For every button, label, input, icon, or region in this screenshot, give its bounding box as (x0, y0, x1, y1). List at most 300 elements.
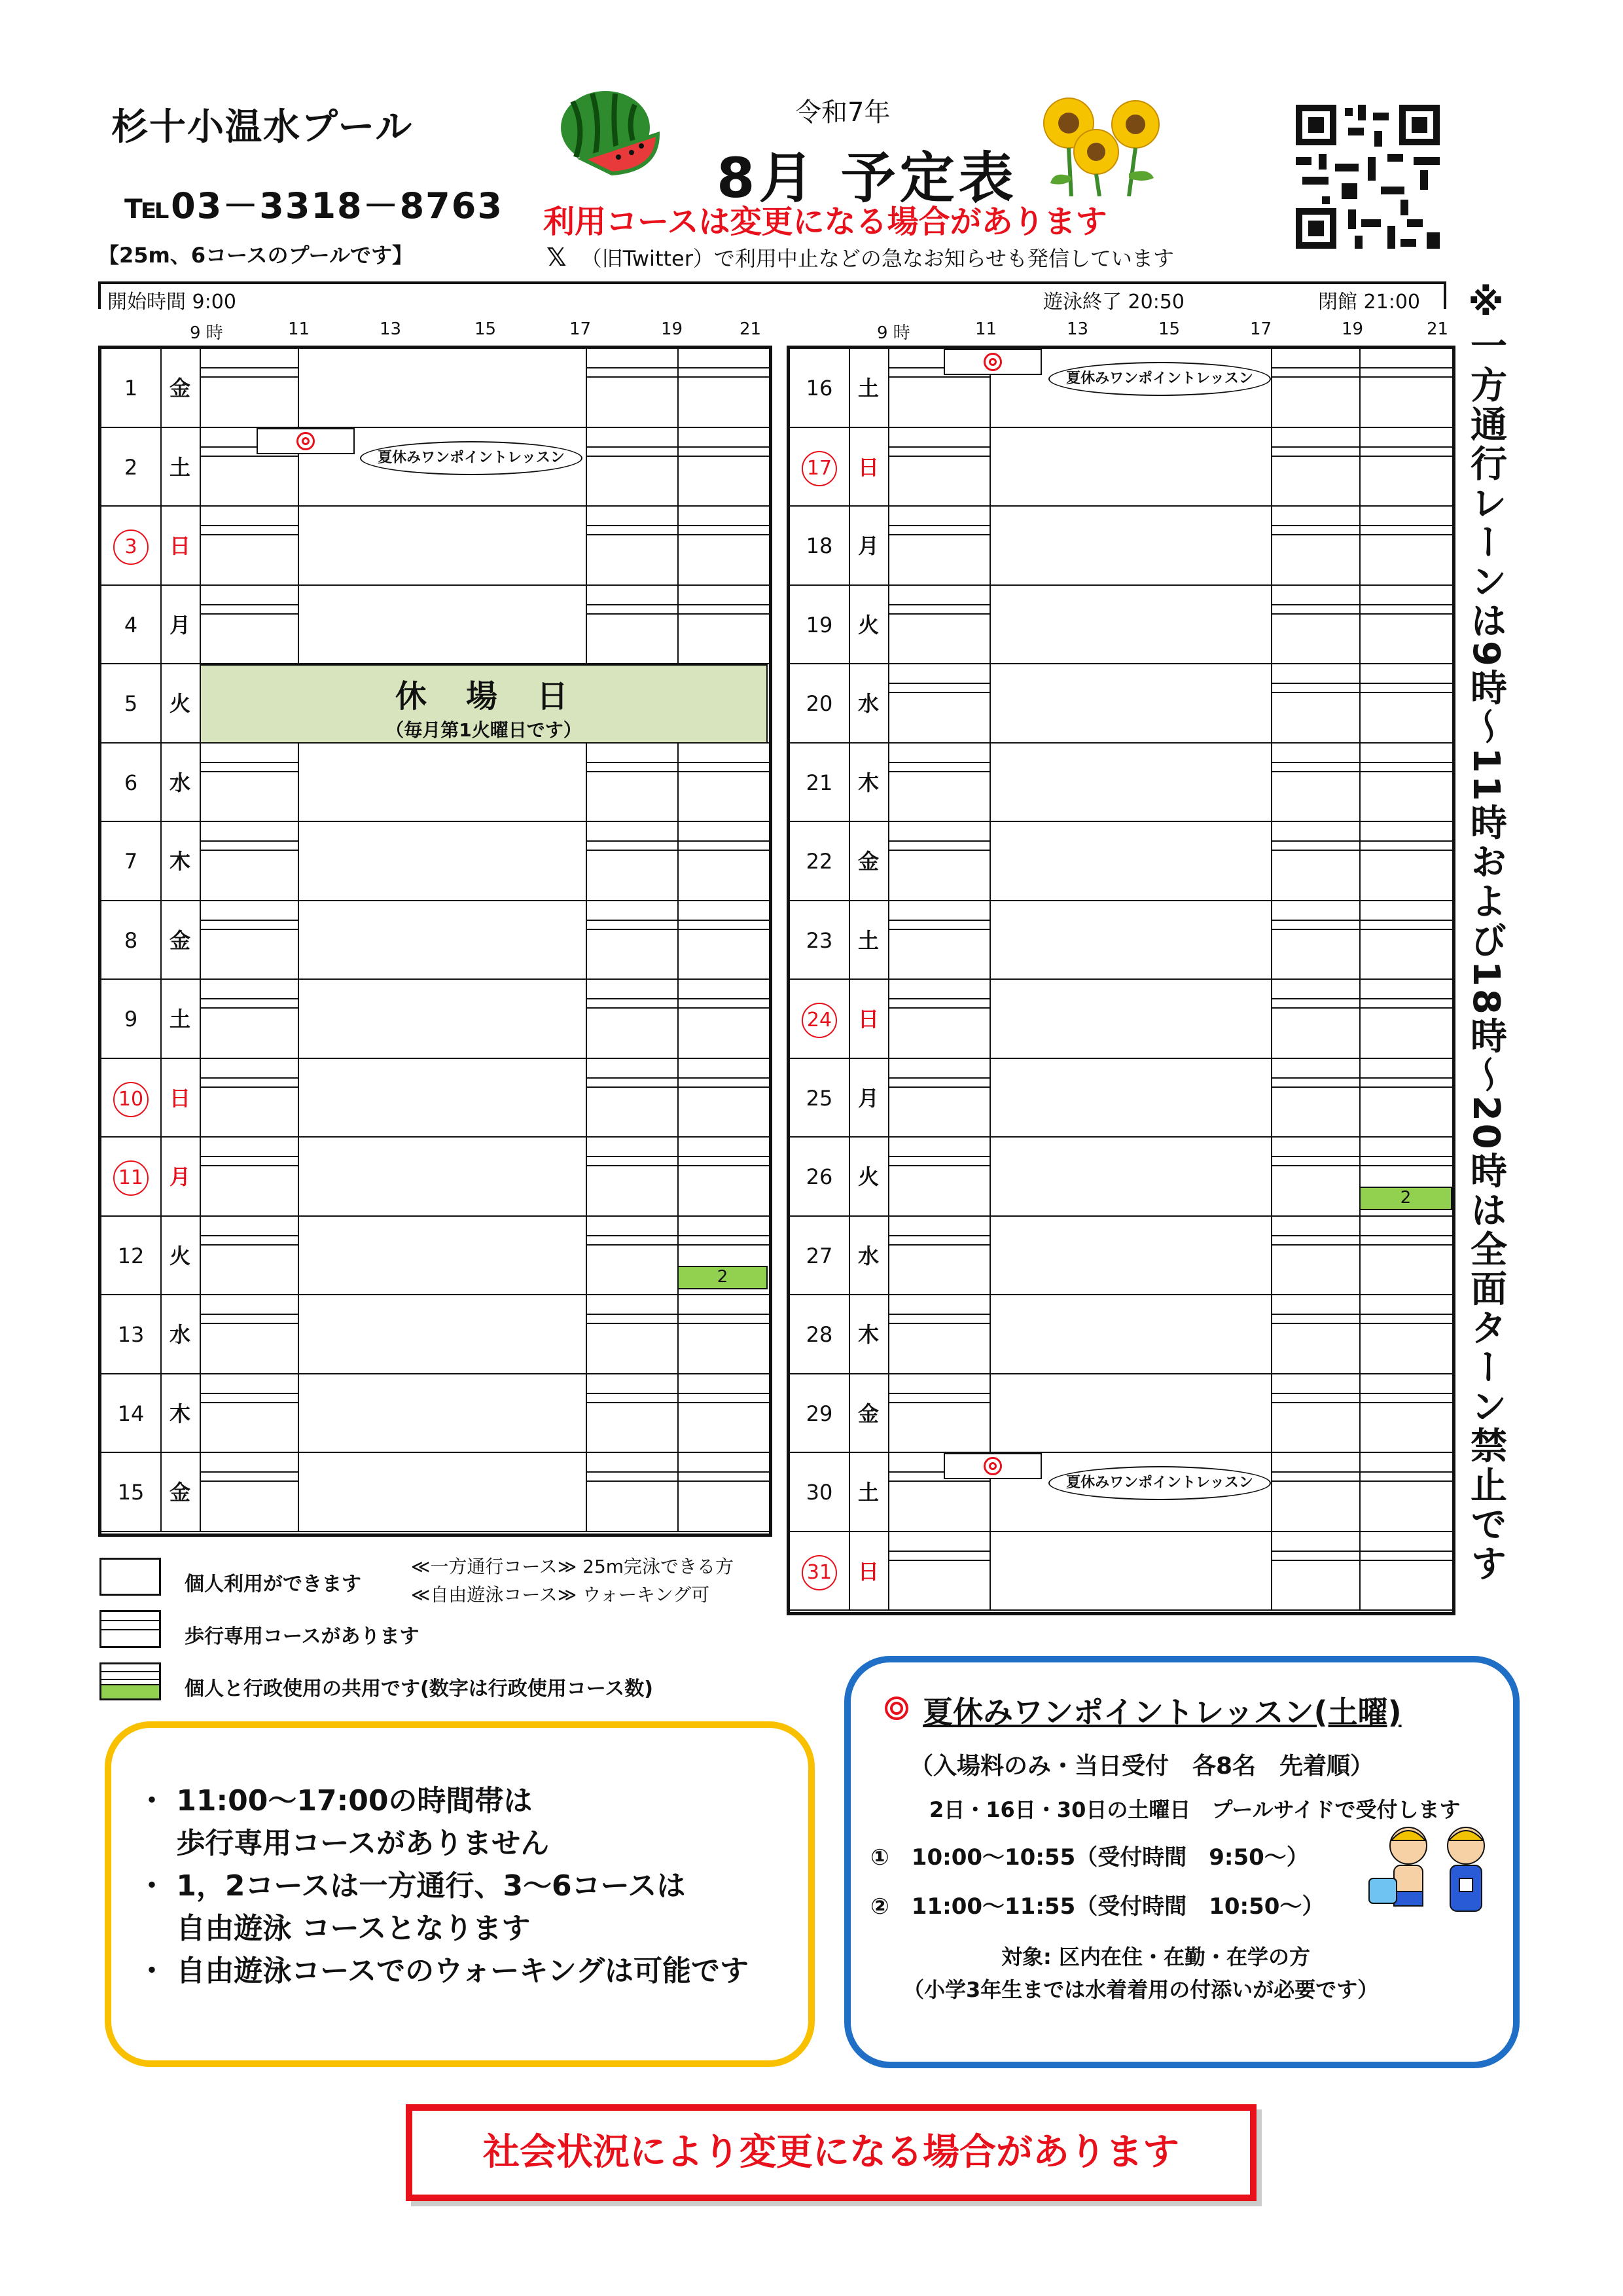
column-divider (298, 1059, 299, 1138)
day-number: 29 (806, 1401, 833, 1426)
column-divider (849, 1532, 850, 1611)
column-divider (160, 1059, 162, 1138)
table-row (101, 586, 769, 665)
lesson-subtitle: （入場料のみ・当日受付 各8名 先着順） (910, 1753, 1374, 1780)
weekday: 土 (857, 1480, 879, 1505)
day-number: 19 (806, 612, 833, 637)
swim-end-time: 遊泳終了 20:50 (1043, 291, 1185, 314)
walking-lane-line (1359, 529, 1452, 535)
walking-lane-line (200, 980, 298, 999)
hour-label: 9 時 (877, 323, 910, 343)
day-number: 30 (806, 1480, 833, 1505)
walking-lane-line (888, 924, 990, 930)
walking-lane-line (1271, 901, 1359, 921)
walking-lane-line (200, 349, 298, 368)
hour-label: 15 (474, 319, 497, 339)
walking-lane-line (1359, 507, 1452, 526)
column-divider (298, 1453, 299, 1532)
column-divider (160, 901, 162, 980)
walking-lane-line (1359, 1532, 1452, 1552)
walking-lane-line (1271, 822, 1359, 842)
column-divider (298, 1295, 299, 1374)
weekday: 火 (169, 691, 190, 716)
walking-lane-line (200, 1217, 298, 1236)
column-divider (990, 1138, 991, 1217)
walking-lane-line (200, 1081, 298, 1088)
walking-lane-line (1359, 1059, 1452, 1079)
double-circle-icon (984, 353, 1002, 371)
walking-lane-line (586, 844, 677, 851)
walking-lane-line (200, 1318, 298, 1324)
column-divider (990, 901, 991, 980)
walking-lane-line (586, 1318, 677, 1324)
hour-label: 13 (380, 319, 402, 339)
walking-lane-line (586, 507, 677, 526)
column-divider (298, 507, 299, 586)
column-divider (160, 1374, 162, 1454)
column-divider (990, 1059, 991, 1138)
walking-lane-line (888, 1554, 990, 1561)
walking-lane-line (1271, 1081, 1359, 1088)
walking-lane-line (200, 1160, 298, 1166)
weekday: 金 (857, 849, 879, 874)
walking-lane-line (677, 507, 769, 526)
column-divider (849, 586, 850, 665)
legend-individual-box (99, 1558, 161, 1596)
walking-lane-line (1271, 1160, 1359, 1166)
table-row (101, 980, 769, 1059)
walking-lane-line (888, 1239, 990, 1246)
column-divider (160, 507, 162, 586)
table-row (790, 1295, 1452, 1374)
walking-lane-line (1359, 980, 1452, 999)
day-number: 15 (117, 1480, 145, 1505)
table-row (101, 507, 769, 586)
column-divider (849, 664, 850, 744)
hour-label: 21 (1427, 319, 1449, 339)
walking-lane-line (1271, 371, 1359, 378)
walking-lane-line (1359, 1453, 1452, 1473)
double-circle-icon (883, 1695, 910, 1721)
walking-lane-line (888, 507, 990, 526)
lesson-slot-1: ① 10:00～10:55（受付時間 9:50～） (870, 1844, 1309, 1871)
walking-lane-line (1271, 766, 1359, 772)
gov-course-count: 2 (677, 1266, 768, 1289)
column-divider (849, 980, 850, 1059)
walking-lane-line (677, 1475, 769, 1482)
walking-lane-line (1271, 1374, 1359, 1394)
walking-lane-line (1271, 586, 1359, 605)
hour-label: 11 (288, 319, 310, 339)
table-row (101, 1217, 769, 1296)
walking-lane-line (586, 744, 677, 763)
weekday: 火 (169, 1243, 190, 1268)
walking-lane-line (1271, 924, 1359, 930)
weekday: 月 (169, 1164, 190, 1189)
hour-label: 9 時 (190, 323, 223, 343)
walking-lane-line (586, 1059, 677, 1079)
walking-lane-line (586, 1475, 677, 1482)
holiday-day-number: 24 (802, 1003, 837, 1038)
walking-lane-line (1271, 349, 1359, 368)
day-number: 13 (117, 1322, 145, 1347)
walking-lane-line (200, 507, 298, 526)
walking-lane-line (1359, 1397, 1452, 1403)
walking-lane-line (888, 1532, 990, 1552)
table-row (790, 1532, 1452, 1611)
walking-lane-line (1271, 529, 1359, 535)
table-row (101, 1295, 769, 1374)
walking-lane-line (1271, 1059, 1359, 1079)
weekday: 日 (169, 1085, 190, 1111)
day-number: 5 (124, 691, 138, 716)
walking-lane-line (677, 371, 769, 378)
weekday: 水 (169, 1322, 190, 1347)
walking-lane-line (888, 1138, 990, 1157)
day-number: 28 (806, 1322, 833, 1347)
walking-lane-line (1359, 687, 1452, 693)
column-divider (990, 507, 991, 586)
table-row (790, 980, 1452, 1059)
walking-lane-line (677, 1138, 769, 1157)
walking-lane-line (888, 822, 990, 842)
walking-lane-line (1271, 507, 1359, 526)
column-divider (298, 1217, 299, 1296)
column-divider (849, 1217, 850, 1296)
holiday-day-number: 17 (802, 451, 837, 486)
table-row (101, 744, 769, 823)
column-divider (298, 744, 299, 823)
walking-lane-line (1359, 1374, 1452, 1394)
column-divider (849, 1453, 850, 1532)
table-row (790, 1059, 1452, 1138)
walking-lane-line (888, 1318, 990, 1324)
qr-code-icon[interactable] (1296, 105, 1440, 249)
day-number (101, 1059, 160, 1138)
column-divider (990, 1217, 991, 1296)
note-line-1: ・ 11:00～17:00の時間帯は (137, 1784, 533, 1818)
walking-lane-line (1359, 349, 1452, 368)
column-divider (849, 428, 850, 507)
walking-lane-line (1271, 608, 1359, 615)
page-title: 8月 予定表 (717, 146, 1018, 210)
column-divider (849, 822, 850, 901)
column-divider (849, 1138, 850, 1217)
walking-lane-line (677, 1453, 769, 1473)
x-logo-icon: 𝕏 (546, 243, 567, 272)
day-number: 14 (117, 1401, 145, 1426)
day-number (790, 428, 849, 507)
walking-lane-line (586, 450, 677, 457)
walking-lane-line (586, 1138, 677, 1157)
walking-lane-line (888, 428, 990, 448)
schedule-table-right (787, 346, 1455, 1615)
walking-lane-line (677, 1217, 769, 1236)
walking-lane-line (1271, 1239, 1359, 1246)
column-divider (990, 586, 991, 665)
lesson-title: 夏休みワンポイントレッスン(土曜) (923, 1695, 1402, 1730)
day-number: 9 (124, 1007, 138, 1031)
walking-lane-line (1359, 1239, 1452, 1246)
weekday: 水 (857, 1243, 879, 1268)
walking-lane-line (888, 1059, 990, 1079)
lesson-days: 2日・16日・30日の土曜日 プールサイドで受付します (929, 1797, 1461, 1822)
watermelon-icon (546, 88, 664, 180)
lesson-guardian-note: （小学3年生までは水着着用の付添いが必要です） (903, 1977, 1379, 2002)
hour-label: 19 (661, 319, 683, 339)
day-number: 26 (806, 1164, 833, 1189)
weekday: 火 (857, 612, 879, 637)
day-number: 22 (806, 849, 833, 874)
table-row (101, 901, 769, 980)
walking-lane-line (1359, 1160, 1452, 1166)
walking-lane-line (586, 822, 677, 842)
walking-lane-line (200, 1397, 298, 1403)
column-divider (849, 901, 850, 980)
column-divider (160, 1453, 162, 1532)
walking-lane-line (586, 349, 677, 368)
x-notice-text: （旧Twitter）で利用中止などの急なお知らせも発信しています (580, 246, 1174, 271)
lesson-marker (944, 1453, 1042, 1479)
day-number: 21 (806, 770, 833, 795)
walking-lane-line (1359, 1318, 1452, 1324)
walking-lane-line (1359, 608, 1452, 615)
day-number: 8 (124, 927, 138, 953)
walking-lane-line (677, 744, 769, 763)
column-divider (298, 586, 299, 665)
walking-lane-line (1271, 428, 1359, 448)
column-divider (990, 980, 991, 1059)
weekday: 日 (857, 1558, 879, 1584)
schedule-table-left (98, 346, 772, 1537)
walking-lane-line (888, 1160, 990, 1166)
column-divider (160, 1217, 162, 1296)
walking-lane-line (200, 901, 298, 921)
walking-lane-line (1271, 1002, 1359, 1009)
walking-lane-line (677, 1397, 769, 1403)
column-divider (160, 744, 162, 823)
walking-lane-line (677, 1318, 769, 1324)
walking-lane-line (200, 822, 298, 842)
walking-lane-line (586, 1160, 677, 1166)
walking-lane-line (1359, 766, 1452, 772)
walking-lane-line (677, 766, 769, 772)
walking-lane-line (1359, 901, 1452, 921)
walking-lane-line (1271, 980, 1359, 999)
day-number: 25 (806, 1085, 833, 1111)
hour-label: 17 (569, 319, 592, 339)
walking-lane-line (888, 766, 990, 772)
double-circle-icon (984, 1457, 1002, 1475)
walking-lane-line (888, 450, 990, 457)
column-divider (298, 901, 299, 980)
walking-lane-line (888, 1397, 990, 1403)
day-number: 12 (117, 1243, 145, 1268)
walking-lane-line (888, 1217, 990, 1236)
day-number (790, 1532, 849, 1611)
walking-lane-line (200, 1002, 298, 1009)
walking-lane-line (586, 1081, 677, 1088)
walking-lane-line (586, 1453, 677, 1473)
phone-number: ℡03－3318－8763 (124, 185, 503, 226)
x-notice (546, 242, 1174, 272)
sunflower-icon (1037, 92, 1168, 196)
table-row (790, 664, 1452, 744)
column-divider (990, 822, 991, 901)
day-number: 6 (124, 770, 138, 795)
column-divider (849, 1295, 850, 1374)
column-divider (298, 1374, 299, 1454)
walking-lane-line (1271, 1532, 1359, 1552)
walking-lane-line (200, 924, 298, 930)
walking-lane-line (677, 1160, 769, 1166)
legend-walking: 歩行専用コースがあります (185, 1625, 419, 1648)
weekday: 月 (857, 533, 879, 558)
hour-label: 21 (740, 319, 762, 339)
walking-lane-line (888, 608, 990, 615)
hour-label: 11 (975, 319, 997, 339)
holiday-day-number: 10 (113, 1082, 149, 1117)
walking-lane-line (200, 1059, 298, 1079)
walking-lane-line (677, 924, 769, 930)
day-number: 7 (124, 849, 138, 874)
walking-lane-line (200, 371, 298, 378)
walking-lane-line (200, 1453, 298, 1473)
pool-description: 【25m、6コースのプールです】 (98, 243, 413, 268)
walking-lane-line (888, 1081, 990, 1088)
legend-free-swim: ≪自由遊泳コース≫ ウォーキング可 (411, 1584, 710, 1605)
walking-lane-line (586, 1239, 677, 1246)
walking-lane-line (1271, 1475, 1359, 1482)
walking-lane-line (1271, 1318, 1359, 1324)
legend-walking-box (99, 1610, 161, 1648)
table-row (790, 1138, 1452, 1217)
column-divider (990, 664, 991, 744)
column-divider (160, 586, 162, 665)
weekday: 土 (857, 927, 879, 953)
weekday: 木 (857, 770, 879, 795)
column-divider (849, 507, 850, 586)
walking-lane-line (888, 980, 990, 999)
walking-lane-line (200, 586, 298, 605)
walking-lane-line (586, 901, 677, 921)
table-row (790, 822, 1452, 901)
weekday: 金 (169, 1480, 190, 1505)
walking-lane-line (1271, 1295, 1359, 1315)
walking-lane-line (1271, 1397, 1359, 1403)
weekday: 金 (169, 927, 190, 953)
column-divider (849, 349, 850, 428)
note-line-2: 歩行専用コースがありません (137, 1827, 550, 1860)
column-divider (298, 349, 299, 428)
walking-lane-line (1359, 1138, 1452, 1157)
walking-lane-line (1271, 844, 1359, 851)
weekday: 日 (857, 1007, 879, 1031)
walking-lane-line (888, 529, 990, 535)
walking-lane-line (677, 450, 769, 457)
double-circle-icon (296, 432, 315, 450)
walking-lane-line (586, 1217, 677, 1236)
holiday-day-number: 3 (113, 529, 149, 565)
weekday: 日 (169, 533, 190, 558)
walking-lane-line (1271, 687, 1359, 693)
walking-lane-line (677, 529, 769, 535)
day-number: 1 (124, 376, 138, 401)
day-number: 16 (806, 376, 833, 401)
weekday: 月 (169, 612, 190, 637)
table-row (101, 822, 769, 901)
walking-lane-line (1359, 1081, 1452, 1088)
swimming-kids-icon (1368, 1820, 1505, 1931)
walking-lane-line (677, 1239, 769, 1246)
closed-day-subtitle: （毎月第1火曜日です） (385, 719, 582, 741)
walking-lane-line (1359, 1295, 1452, 1315)
walking-lane-line (1359, 1217, 1452, 1236)
legend-individual: 個人利用ができます (185, 1573, 361, 1596)
walking-lane-line (1359, 924, 1452, 930)
weekday: 木 (169, 1401, 190, 1426)
walking-lane-line (200, 1295, 298, 1315)
walking-lane-line (1271, 1453, 1359, 1473)
column-divider (990, 744, 991, 823)
lesson-bubble: 夏休みワンポイントレッスン (1048, 1466, 1271, 1500)
column-divider (160, 664, 162, 744)
column-divider (298, 980, 299, 1059)
walking-lane-line (200, 608, 298, 615)
walking-lane-line (586, 980, 677, 999)
walking-lane-line (1359, 1475, 1452, 1482)
table-row (790, 586, 1452, 665)
walking-lane-line (1271, 1217, 1359, 1236)
day-number: 27 (806, 1243, 833, 1268)
column-divider (298, 1138, 299, 1217)
walking-lane-line (586, 1397, 677, 1403)
walking-lane-line (586, 1295, 677, 1315)
walking-lane-line (200, 844, 298, 851)
table-row (101, 1453, 769, 1532)
walking-lane-line (200, 1374, 298, 1394)
walking-lane-line (1271, 664, 1359, 684)
walking-lane-line (1271, 450, 1359, 457)
lesson-marker (257, 428, 355, 454)
walking-lane-line (888, 844, 990, 851)
day-number: 2 (124, 454, 138, 480)
walking-lane-line (200, 529, 298, 535)
walking-lane-line (1271, 744, 1359, 763)
weekday: 木 (857, 1322, 879, 1347)
lesson-bubble: 夏休みワンポイントレッスン (1048, 362, 1271, 396)
weekday: 木 (169, 849, 190, 874)
weekday: 土 (169, 454, 190, 480)
walking-lane-line (586, 428, 677, 448)
table-row (790, 1217, 1452, 1296)
walking-lane-line (586, 608, 677, 615)
walking-lane-line (1359, 371, 1452, 378)
day-number (101, 507, 160, 586)
walking-lane-line (1359, 822, 1452, 842)
walking-lane-line (200, 1239, 298, 1246)
walking-lane-line (888, 1295, 990, 1315)
walking-lane-line (1271, 1138, 1359, 1157)
walking-lane-line (677, 901, 769, 921)
day-number: 23 (806, 927, 833, 953)
walking-lane-line (1359, 1002, 1452, 1009)
table-row (790, 901, 1452, 980)
table-row (790, 507, 1452, 586)
column-divider (160, 1295, 162, 1374)
day-number (101, 1138, 160, 1217)
hour-label: 17 (1250, 319, 1272, 339)
